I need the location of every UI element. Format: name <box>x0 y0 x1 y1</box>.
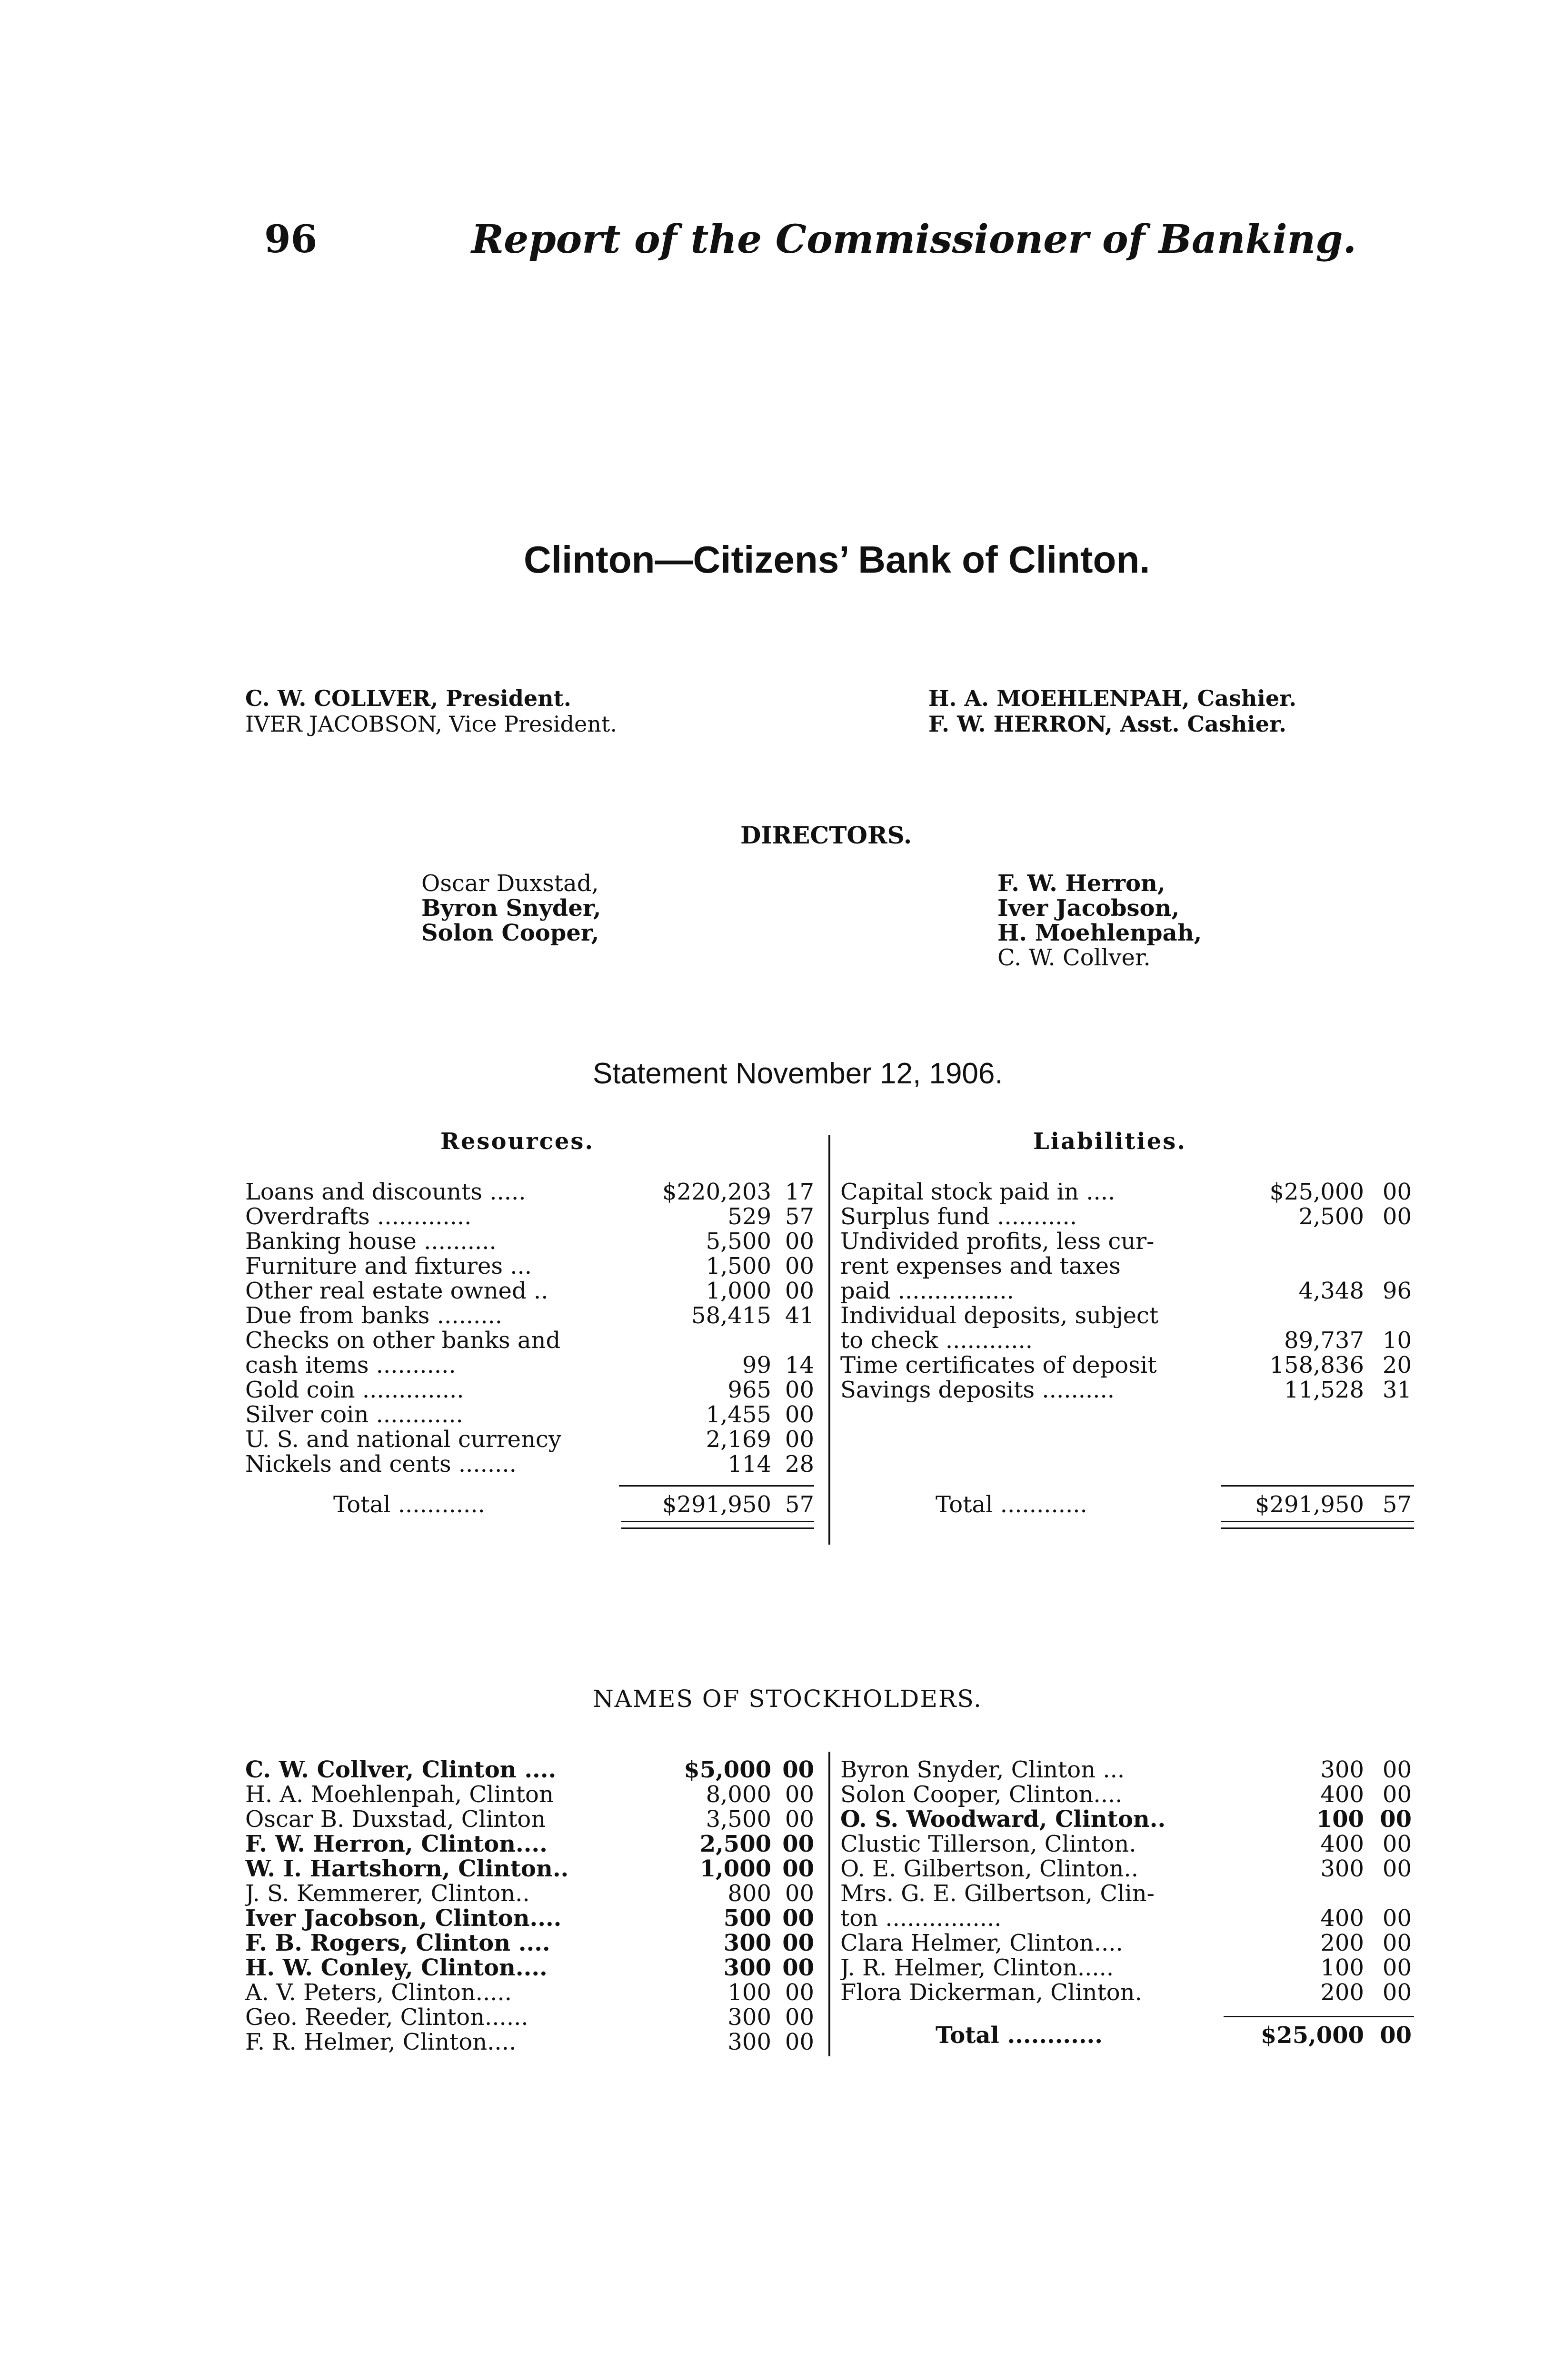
liability-row-cents: 31 <box>1382 1377 1412 1403</box>
stockholder-row-dollars: 800 <box>727 1880 771 1907</box>
stockholder-row-dollars: 1,000 <box>699 1855 771 1882</box>
stockholder-row-cents: 00 <box>1382 1954 1412 1981</box>
stockholder-row-dollars: 2,500 <box>699 1831 771 1857</box>
stockholder-row-dollars: 500 <box>723 1905 771 1932</box>
liability-row-label: Surplus fund ........... <box>840 1204 1077 1229</box>
resource-row <box>245 1279 814 1303</box>
stockholder-row-dollars: 100 <box>1316 1806 1364 1833</box>
director-name: C. W. Collver. <box>997 944 1151 971</box>
stockholder-row <box>245 1757 814 1782</box>
resources-total-cents: 57 <box>785 1491 814 1518</box>
stockholder-row-label: O. S. Woodward, Clinton.. <box>840 1807 1166 1832</box>
liabilities-total-cents: 57 <box>1382 1491 1412 1518</box>
stockholder-row <box>245 1782 814 1807</box>
resource-row-dollars: 1,455 <box>706 1401 771 1428</box>
liability-row-label: rent expenses and taxes <box>840 1254 1121 1279</box>
liability-row-cents: 10 <box>1382 1327 1412 1354</box>
liabilities-total-double-rule <box>1221 1521 1414 1529</box>
stockholder-row-dollars <box>1221 1881 1364 1906</box>
liability-row <box>840 1204 1412 1229</box>
resource-row-cents: 00 <box>785 1253 814 1279</box>
stockholder-row-label: Solon Cooper, Clinton.... <box>840 1782 1123 1807</box>
resource-row-dollars: 529 <box>727 1203 771 1230</box>
resource-row-dollars <box>621 1328 771 1353</box>
stockholder-row-label: J. R. Helmer, Clinton..... <box>840 1955 1114 1980</box>
liability-row-cents: 20 <box>1382 1352 1412 1378</box>
bank-title: Clinton—Citizens’ Bank of Clinton. <box>524 538 1150 581</box>
resources-total-row <box>333 1492 814 1517</box>
stockholder-row-label: H. W. Conley, Clinton.... <box>245 1955 548 1980</box>
stockholder-row-cents: 00 <box>782 1954 814 1981</box>
stockholder-row <box>245 1881 814 1906</box>
liability-row <box>840 1229 1412 1254</box>
stockholder-row <box>245 1955 814 1980</box>
resource-row-dollars: 1,500 <box>706 1253 771 1279</box>
stockholder-row-cents: 00 <box>785 1806 814 1833</box>
resource-row-dollars: $220,203 <box>662 1179 771 1205</box>
stockholder-row-label: J. S. Kemmerer, Clinton.. <box>245 1881 530 1906</box>
liabilities-table <box>840 1180 1412 1402</box>
resource-row <box>245 1353 814 1378</box>
resource-row-dollars: 58,415 <box>691 1302 771 1329</box>
resources-total-double-rule <box>621 1521 814 1529</box>
resource-row-cents: 41 <box>785 1302 814 1329</box>
resource-row-cents <box>771 1328 814 1353</box>
stockholders-right-table <box>840 1757 1412 2005</box>
resource-row-cents: 00 <box>785 1228 814 1255</box>
liabilities-heading: Liabilities. <box>1033 1128 1187 1155</box>
liability-row <box>840 1353 1412 1378</box>
resource-row-cents: 00 <box>785 1426 814 1453</box>
stockholder-row-dollars: 100 <box>727 1979 771 2006</box>
liability-row-label: paid ................ <box>840 1279 1014 1303</box>
director-name: Iver Jacobson, <box>997 895 1180 922</box>
liabilities-total-dollars: $291,950 <box>1255 1491 1364 1518</box>
stockholder-row <box>245 2005 814 2030</box>
stockholder-row-label: F. W. Herron, Clinton.... <box>245 1832 548 1856</box>
liability-row <box>840 1254 1412 1279</box>
stockholder-row-label: Oscar B. Duxstad, Clinton <box>245 1807 546 1832</box>
officers-right <box>928 685 1296 737</box>
resources-total-rule <box>619 1485 814 1487</box>
stockholder-row-cents: 00 <box>785 1880 814 1907</box>
liability-row-dollars <box>1221 1254 1364 1279</box>
resource-row-label: Overdrafts ............. <box>245 1204 472 1229</box>
liability-row <box>840 1378 1412 1402</box>
stockholder-row-cents: 00 <box>785 2004 814 2031</box>
stockholder-row-dollars: 400 <box>1320 1905 1364 1932</box>
resource-row-cents: 17 <box>785 1179 814 1205</box>
resource-row-label: Gold coin .............. <box>245 1378 464 1402</box>
officer-asst-cashier: F. W. HERRON, Asst. Cashier. <box>928 711 1287 737</box>
resource-row-dollars: 5,500 <box>706 1228 771 1255</box>
resources-total-dollars: $291,950 <box>662 1491 771 1518</box>
resource-row-cents: 00 <box>785 1401 814 1428</box>
liability-row-label: Undivided profits, less cur- <box>840 1229 1155 1254</box>
stockholders-total-cents: 00 <box>1380 2022 1412 2049</box>
liability-row-dollars <box>1221 1229 1364 1254</box>
stockholder-row-dollars: 300 <box>727 2029 771 2055</box>
resources-heading: Resources. <box>440 1128 595 1155</box>
stockholder-row <box>245 1931 814 1955</box>
officer-president: C. W. COLLVER, President. <box>245 685 571 711</box>
liability-row-dollars: 4,348 <box>1298 1278 1364 1304</box>
stockholder-row <box>245 1906 814 1931</box>
statement-title: Statement November 12, 1906. <box>593 1057 1003 1090</box>
resource-row <box>245 1452 814 1477</box>
stockholder-row <box>840 1906 1412 1931</box>
liability-row-dollars: 158,836 <box>1269 1352 1364 1378</box>
stockholder-row-label: Clara Helmer, Clinton.... <box>840 1931 1123 1955</box>
stockholders-total-dollars: $25,000 <box>1260 2022 1364 2049</box>
stockholder-row-cents: 00 <box>785 2029 814 2055</box>
stockholder-row-dollars: 400 <box>1320 1781 1364 1808</box>
directors-left <box>421 871 601 945</box>
resource-row-cents: 57 <box>785 1203 814 1230</box>
stockholder-row <box>840 1980 1412 2005</box>
stockholder-row-cents: 00 <box>1382 1905 1412 1932</box>
resource-row-cents: 00 <box>785 1278 814 1304</box>
stockholder-row-cents: 00 <box>1382 1781 1412 1808</box>
liability-row-dollars: 2,500 <box>1298 1203 1364 1230</box>
stockholder-row-cents: 00 <box>1380 1806 1412 1833</box>
stockholder-row-dollars: 100 <box>1320 1954 1364 1981</box>
stockholder-row-dollars: 8,000 <box>706 1781 771 1808</box>
stockholders-column-divider <box>828 1752 830 2056</box>
stockholder-row-dollars: 300 <box>1320 1855 1364 1882</box>
resource-row-label: Other real estate owned .. <box>245 1279 548 1303</box>
liability-row <box>840 1180 1412 1204</box>
liability-row-label: Capital stock paid in .... <box>840 1180 1116 1204</box>
liability-row-cents <box>1364 1254 1412 1279</box>
stockholder-row-dollars: 400 <box>1320 1831 1364 1857</box>
stockholder-row-cents: 00 <box>1382 1855 1412 1882</box>
officer-vice-president: IVER JACOBSON, Vice President. <box>245 711 617 737</box>
liability-row-cents: 96 <box>1382 1278 1412 1304</box>
stockholder-row-cents: 00 <box>1382 1756 1412 1783</box>
stockholder-row-dollars: 300 <box>723 1954 771 1981</box>
stockholder-row-cents: 00 <box>1382 1930 1412 1956</box>
director-name: F. W. Herron, <box>997 870 1166 897</box>
resource-row-label: Silver coin ............ <box>245 1402 463 1427</box>
stockholders-total-row <box>936 2023 1412 2048</box>
stockholder-row-cents: 00 <box>785 1979 814 2006</box>
stockholder-row-dollars: 200 <box>1320 1979 1364 2006</box>
resource-row <box>245 1180 814 1204</box>
stockholder-row <box>245 1807 814 1832</box>
resources-table <box>245 1180 814 1477</box>
director-name: Byron Snyder, <box>421 895 601 922</box>
stockholder-row <box>840 1955 1412 1980</box>
stockholder-row-label: W. I. Hartshorn, Clinton.. <box>245 1856 569 1881</box>
liabilities-total-rule <box>1221 1485 1414 1487</box>
stockholder-row-label: ton ................ <box>840 1906 1002 1931</box>
stockholder-row <box>840 1881 1412 1906</box>
running-title: Report of the Commissioner of Banking. <box>471 217 1357 262</box>
stockholder-row-label: A. V. Peters, Clinton..... <box>245 1980 512 2005</box>
liability-row-dollars: 89,737 <box>1284 1327 1364 1354</box>
liability-row <box>840 1328 1412 1353</box>
resource-row <box>245 1402 814 1427</box>
stockholder-row-label: Clustic Tillerson, Clinton. <box>840 1832 1136 1856</box>
resource-row-label: Due from banks ......... <box>245 1303 502 1328</box>
director-name: H. Moehlenpah, <box>997 920 1202 946</box>
page-number: 96 <box>264 217 318 261</box>
stockholder-row-label: Byron Snyder, Clinton ... <box>840 1757 1125 1782</box>
stockholder-row-cents: 00 <box>782 1855 814 1882</box>
stockholder-row-label: Geo. Reeder, Clinton...... <box>245 2005 528 2030</box>
stockholders-left-table <box>245 1757 814 2054</box>
liabilities-total-label: Total ............ <box>936 1492 1087 1517</box>
resource-row-label: U. S. and national currency <box>245 1427 561 1452</box>
stockholder-row-dollars: 3,500 <box>706 1806 771 1833</box>
stockholder-row-cents: 00 <box>1382 1831 1412 1857</box>
liability-row-label: to check ............ <box>840 1328 1033 1353</box>
liability-row-label: Time certificates of deposit <box>840 1353 1157 1378</box>
liability-row <box>840 1303 1412 1328</box>
resource-row-cents: 28 <box>785 1451 814 1478</box>
stockholder-row-label: Iver Jacobson, Clinton.... <box>245 1906 562 1931</box>
stockholder-row-label: C. W. Collver, Clinton .... <box>245 1757 557 1782</box>
liability-row-label: Savings deposits .......... <box>840 1378 1115 1402</box>
liabilities-total-row <box>936 1492 1412 1517</box>
director-name: Oscar Duxstad, <box>421 870 599 897</box>
stockholder-row-label: H. A. Moehlenpah, Clinton <box>245 1782 554 1807</box>
resource-row-dollars: 99 <box>742 1352 771 1378</box>
stockholder-row-dollars: 300 <box>1320 1756 1364 1783</box>
stockholder-row-dollars: 300 <box>727 2004 771 2031</box>
stockholder-row <box>245 1980 814 2005</box>
resource-row <box>245 1303 814 1328</box>
resource-row-cents: 00 <box>785 1377 814 1403</box>
stockholder-row-dollars: 200 <box>1320 1930 1364 1956</box>
resource-row-label: cash items ........... <box>245 1353 456 1378</box>
stockholder-row <box>840 1856 1412 1881</box>
stockholder-row-cents: 00 <box>1382 1979 1412 2006</box>
resource-row-dollars: 114 <box>727 1451 771 1478</box>
liability-row-label: Individual deposits, subject <box>840 1303 1159 1328</box>
resource-row-cents: 14 <box>785 1352 814 1378</box>
stockholder-row-label: F. B. Rogers, Clinton .... <box>245 1931 550 1955</box>
stockholder-row <box>840 1757 1412 1782</box>
resource-row <box>245 1427 814 1452</box>
stockholder-row <box>840 1782 1412 1807</box>
resource-row-label: Loans and discounts ..... <box>245 1180 526 1204</box>
resource-row <box>245 1229 814 1254</box>
stockholder-row-cents: 00 <box>785 1781 814 1808</box>
stockholder-row-dollars: 300 <box>723 1930 771 1956</box>
resource-row-label: Checks on other banks and <box>245 1328 561 1353</box>
liability-row-cents <box>1364 1303 1412 1328</box>
stockholder-row-cents: 00 <box>782 1930 814 1956</box>
resource-row-label: Nickels and cents ........ <box>245 1452 517 1477</box>
resource-row <box>245 1254 814 1279</box>
stockholder-row-label: Mrs. G. E. Gilbertson, Clin- <box>840 1881 1155 1906</box>
liability-row-cents <box>1364 1229 1412 1254</box>
director-name: Solon Cooper, <box>421 920 599 946</box>
stockholder-row <box>840 1832 1412 1856</box>
resource-row-label: Banking house .......... <box>245 1229 497 1254</box>
resource-row-label: Furniture and fixtures ... <box>245 1254 532 1279</box>
liability-row-dollars: 11,528 <box>1284 1377 1364 1403</box>
stockholder-row-cents <box>1364 1881 1412 1906</box>
directors-heading: DIRECTORS. <box>740 821 912 849</box>
stockholders-total-rule <box>1224 2016 1414 2017</box>
stockholder-row <box>245 1832 814 1856</box>
stockholder-row <box>840 1807 1412 1832</box>
resource-row-dollars: 1,000 <box>706 1278 771 1304</box>
resource-row <box>245 1328 814 1353</box>
stockholder-row <box>245 2030 814 2054</box>
stockholder-row-cents: 00 <box>782 1756 814 1783</box>
stockholder-row <box>840 1931 1412 1955</box>
stockholder-row-label: Flora Dickerman, Clinton. <box>840 1980 1142 2005</box>
liability-row-dollars: $25,000 <box>1269 1179 1364 1205</box>
officers-left <box>245 685 617 737</box>
liability-row <box>840 1279 1412 1303</box>
resource-row <box>245 1204 814 1229</box>
liability-row-cents: 00 <box>1382 1179 1412 1205</box>
stockholder-row-label: O. E. Gilbertson, Clinton.. <box>840 1856 1138 1881</box>
resource-row-dollars: 2,169 <box>706 1426 771 1453</box>
resource-row <box>245 1378 814 1402</box>
statement-column-divider <box>828 1135 830 1545</box>
stockholder-row-dollars: $5,000 <box>684 1756 771 1783</box>
liability-row-dollars <box>1221 1303 1364 1328</box>
stockholder-row-cents: 00 <box>782 1905 814 1932</box>
resources-total-label: Total ............ <box>333 1492 485 1517</box>
stockholder-row-cents: 00 <box>782 1831 814 1857</box>
directors-right <box>997 871 1202 970</box>
stockholder-row <box>245 1856 814 1881</box>
officer-cashier: H. A. MOEHLENPAH, Cashier. <box>928 685 1297 711</box>
resource-row-dollars: 965 <box>727 1377 771 1403</box>
stockholder-row-label: F. R. Helmer, Clinton.... <box>245 2030 517 2054</box>
liability-row-cents: 00 <box>1382 1203 1412 1230</box>
stockholders-heading: NAMES OF STOCKHOLDERS. <box>593 1685 982 1713</box>
stockholders-total-label: Total ............ <box>936 2023 1103 2048</box>
